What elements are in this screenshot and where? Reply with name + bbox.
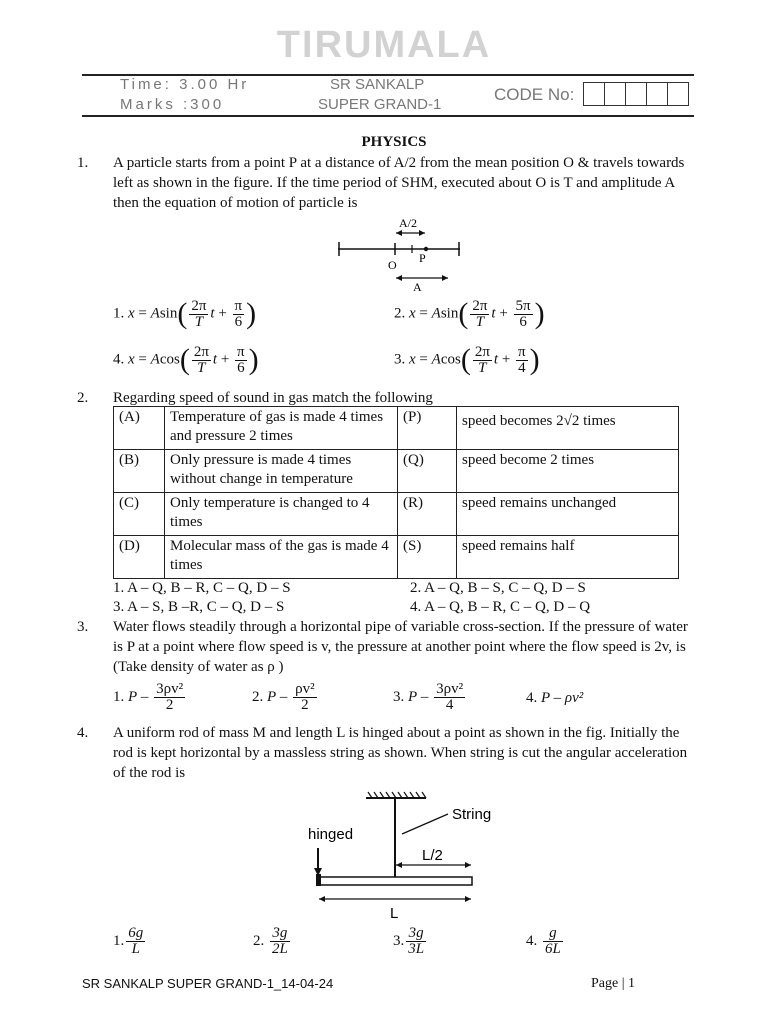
- q1-fig-p-label: P: [419, 251, 426, 265]
- q2-option-2[interactable]: 2. A – Q, B – S, C – Q, D – S: [410, 580, 586, 596]
- q2-number: 2.: [77, 390, 89, 406]
- q3-option-1[interactable]: 1. P – $\frac{\text{3ρv²}}{2}$: [113, 681, 184, 713]
- q4-figure: [300, 788, 510, 923]
- footer-code: SR SANKALP SUPER GRAND-1_14-04-24: [82, 976, 334, 991]
- q3-text: Water flows steadily through a horizontal pipe of variable cross-section. If the pressure of water is P at a point where flow speed is v, the pressure at another point where the flow speed is 2v, is (Take density of water as ρ ): [113, 619, 688, 675]
- q4-fig-half-label: L/2: [422, 847, 443, 864]
- table-row: (A) Temperature of gas is made 4 times and pressure 2 times (P) speed becomes 2√2 times: [114, 407, 679, 450]
- q4-text: A uniform rod of mass M and length L is hinged about a point as shown in the fig. Initially the rod is kept horizontal by a massless string as shown. When string is cut the angular acceleration of the rod is: [113, 725, 688, 781]
- q4-fig-length-label: L: [390, 905, 399, 922]
- q4-option-2[interactable]: 2. $\frac{3g}{2L}$: [253, 925, 288, 957]
- brand-logo: TIRUMALA: [276, 24, 492, 66]
- page-number: Page | 1: [591, 976, 636, 991]
- table-row: (D) Molecular mass of the gas is made 4 times (S) speed remains half: [114, 536, 679, 579]
- q1-number: 1.: [77, 155, 89, 171]
- q1-fig-o-label: O: [388, 258, 397, 272]
- q4-option-1[interactable]: 1. $\frac{6g}{L}$: [113, 925, 144, 957]
- q4-fig-hinged-label: hinged: [308, 826, 354, 843]
- marks-label: Marks :300: [120, 96, 225, 113]
- q2-match-table: [113, 406, 679, 579]
- q1-option-3[interactable]: 3. x = Acos( $\frac{2\pi}{T}$ t + $\frac{\pi}{4}$ ): [394, 343, 540, 376]
- table-row: (C) Only temperature is changed to 4 times (R) speed remains unchanged: [114, 493, 679, 536]
- q3-number: 3.: [77, 619, 89, 635]
- q1-option-1[interactable]: 1. x = Asin( $\frac{2\pi}{T}$ t + $\frac{\pi}{6}$ ): [113, 297, 257, 330]
- code-boxes[interactable]: [583, 82, 689, 106]
- time-label: Time: 3.00 Hr: [120, 76, 250, 93]
- code-label: CODE No:: [494, 85, 575, 104]
- q2-option-3[interactable]: 3. A – S, B –R, C – Q, D – S: [113, 599, 285, 615]
- q3-option-3[interactable]: 3. P – $\frac{\text{3ρv²}}{4}$: [393, 681, 464, 713]
- q2-option-1[interactable]: 1. A – Q, B – R, C – Q, D – S: [113, 580, 291, 596]
- q4-number: 4.: [77, 725, 89, 741]
- q1-fig-half-label: A/2: [399, 216, 417, 230]
- q1-figure: [330, 215, 470, 295]
- q1-option-4[interactable]: 4. x = Acos( $\frac{2\pi}{T}$ t + $\frac{\pi}{6}$ ): [113, 343, 259, 376]
- q4-fig-string-label: String: [452, 806, 492, 823]
- exam-label: SUPER GRAND-1: [318, 96, 442, 113]
- program-label: SR SANKALP: [330, 76, 425, 93]
- q2-option-4[interactable]: 4. A – Q, B – R, C – Q, D – Q: [410, 599, 591, 615]
- q1-fig-amp-label: A: [413, 280, 422, 294]
- q1-option-2[interactable]: 2. x = Asin( $\frac{2\pi}{T}$ t + $\frac{5\pi}{6}$ ): [394, 297, 545, 330]
- q3-option-2[interactable]: 2. P – $\frac{\text{ρv²}}{2}$: [252, 681, 315, 713]
- q4-option-4[interactable]: 4. $\frac{g}{6L}$: [526, 925, 561, 957]
- q3-option-4[interactable]: 4. P – ρv²: [526, 690, 584, 706]
- subject-title: PHYSICS: [361, 134, 427, 150]
- q2-text: Regarding speed of sound in gas match the following: [113, 390, 433, 406]
- table-row: (B) Only pressure is made 4 times without change in temperature (Q) speed become 2 times: [114, 450, 679, 493]
- q4-option-3[interactable]: 3. $\frac{3g}{3L}$: [393, 925, 425, 957]
- q1-text: A particle starts from a point P at a distance of A/2 from the mean position O & travels towards left as shown in the figure. If the time period of SHM, executed about O is T and amplitude A then the equation of motion of particle is: [113, 155, 685, 211]
- header-bottom-rule: [82, 115, 694, 117]
